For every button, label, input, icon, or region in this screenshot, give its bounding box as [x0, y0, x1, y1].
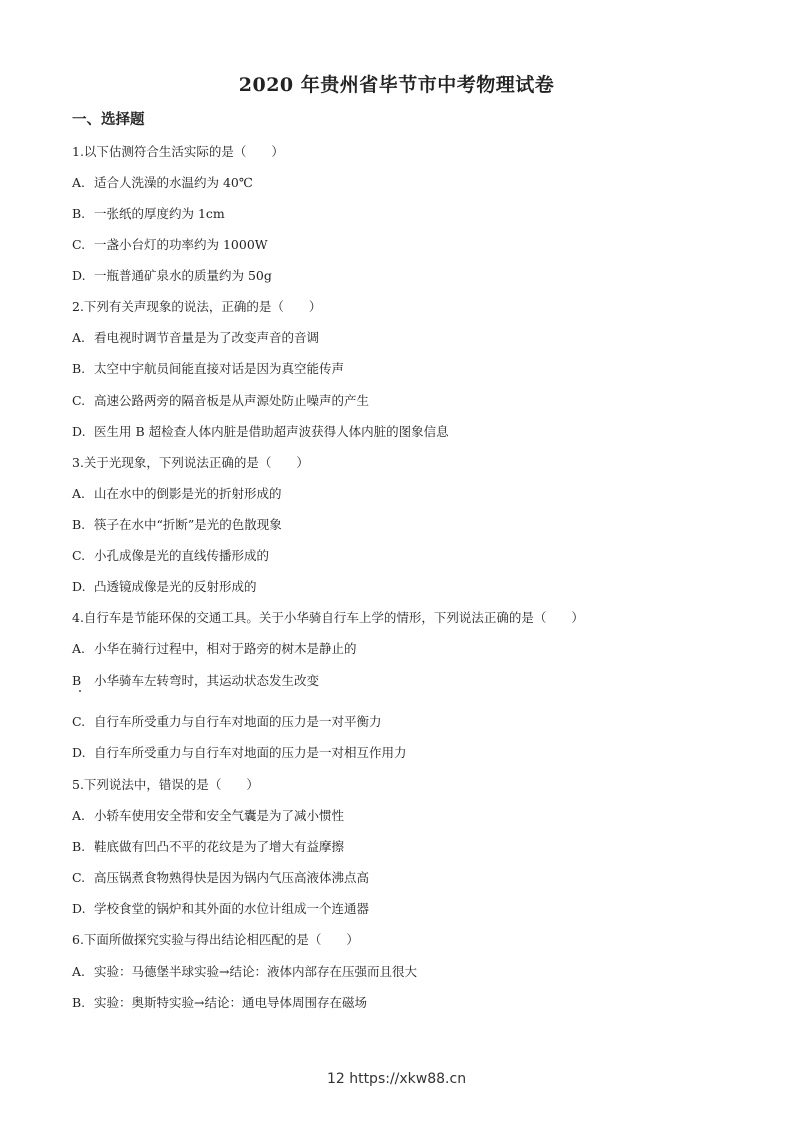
option-text: 适合人洗澡的水温约为 40℃: [94, 175, 253, 190]
option-3b: [72, 515, 282, 533]
option-3a: [72, 484, 282, 502]
option-2b: [72, 359, 344, 377]
page-footer: 12 https://xkw88.cn: [326, 1071, 467, 1087]
option-4b: [72, 671, 319, 689]
option-letter: B.: [72, 517, 86, 532]
option-letter: A.: [72, 641, 86, 656]
option-2a: [72, 328, 319, 346]
option-letter: C.: [72, 548, 86, 563]
option-1d: [72, 266, 272, 284]
option-letter: D.: [72, 268, 86, 283]
option-letter: D.: [72, 901, 86, 916]
option-text: 高压锅煮食物熟得快是因为锅内气压高液体沸点高: [94, 870, 370, 885]
option-3d: [72, 577, 257, 595]
option-text: 山在水中的倒影是光的折射形成的: [94, 486, 282, 501]
option-1b: [72, 204, 225, 222]
question-stem-2: 2.下列有关声现象的说法，正确的是（ ）: [72, 299, 322, 314]
option-text: 小孔成像是光的直线传播形成的: [94, 548, 270, 563]
option-text: 医生用 B 超检查人体内脏是借助超声波获得人体内脏的图象信息: [94, 424, 449, 439]
option-text: 一张纸的厚度约为 1cm: [94, 206, 225, 221]
option-letter: B: [72, 673, 82, 688]
option-4c: [72, 712, 382, 730]
option-text: 小华在骑行过程中，相对于路旁的树木是静止的: [94, 641, 357, 656]
option-letter: B.: [72, 995, 86, 1010]
option-letter: B.: [72, 206, 86, 221]
question-stem-3: 3.关于光现象，下列说法正确的是（ ）: [72, 455, 309, 470]
option-letter: D.: [72, 745, 86, 760]
option-text: 自行车所受重力与自行车对地面的压力是一对平衡力: [94, 714, 382, 729]
option-text: 学校食堂的锅炉和其外面的水位计组成一个连通器: [94, 901, 370, 916]
option-letter: D.: [72, 579, 86, 594]
option-5c: [72, 868, 369, 886]
option-letter: C.: [72, 393, 86, 408]
option-text: 高速公路两旁的隔音板是从声源处防止噪声的产生: [94, 393, 370, 408]
page-title: 2020 年贵州省毕节市中考物理试卷: [238, 74, 555, 96]
option-text: 太空中宇航员间能直接对话是因为真空能传声: [94, 361, 345, 376]
option-letter: A.: [72, 808, 86, 823]
option-text: 一瓶普通矿泉水的质量约为 50g: [94, 268, 272, 283]
option-letter: C.: [72, 237, 86, 252]
question-stem-5: 5.下列说法中，错误的是（ ）: [72, 777, 259, 792]
option-4d: [72, 743, 407, 761]
question-stem-1: 1.以下估测符合生活实际的是（ ）: [72, 144, 284, 159]
question-stem-6: 6.下面所做探究实验与得出结论相匹配的是（ ）: [72, 932, 359, 947]
option-2c: [72, 391, 369, 409]
option-6a: [72, 962, 417, 980]
option-text: 看电视时调节音量是为了改变声音的音调: [94, 330, 320, 345]
section-heading: 一、选择题: [72, 111, 145, 128]
option-letter: C.: [72, 870, 86, 885]
option-1a: [72, 173, 253, 191]
option-text: 一盏小台灯的功率约为 1000W: [94, 237, 268, 252]
stray-dot-mark: [79, 690, 81, 692]
option-text: 自行车所受重力与自行车对地面的压力是一对相互作用力: [94, 745, 407, 760]
option-text: 小华骑车左转弯时，其运动状态发生改变: [94, 673, 320, 688]
option-1c: [72, 235, 268, 253]
option-5b: [72, 837, 344, 855]
option-text: 小轿车使用安全带和安全气囊是为了减小惯性: [94, 808, 345, 823]
option-letter: B.: [72, 839, 86, 854]
option-5d: [72, 899, 369, 917]
option-text: 筷子在水中“折断”是光的色散现象: [94, 517, 282, 532]
option-letter: B.: [72, 361, 86, 376]
option-2d: [72, 422, 449, 440]
option-letter: A.: [72, 964, 86, 979]
option-letter: A.: [72, 486, 86, 501]
option-text: 鞋底做有凹凸不平的花纹是为了增大有益摩擦: [94, 839, 345, 854]
option-4a: [72, 639, 357, 657]
option-6b: [72, 993, 367, 1011]
option-5a: [72, 806, 344, 824]
option-letter: A.: [72, 175, 86, 190]
option-letter: A.: [72, 330, 86, 345]
question-stem-4: 4.自行车是节能环保的交通工具。关于小华骑自行车上学的情形，下列说法正确的是（ ）: [72, 610, 584, 625]
option-3c: [72, 546, 269, 564]
option-letter: C.: [72, 714, 86, 729]
option-text: 凸透镜成像是光的反射形成的: [94, 579, 257, 594]
option-letter: D.: [72, 424, 86, 439]
option-text: 实验：马德堡半球实验→结论：液体内部存在压强而且很大: [94, 964, 417, 979]
option-text: 实验：奥斯特实验→结论：通电导体周围存在磁场: [94, 995, 367, 1010]
